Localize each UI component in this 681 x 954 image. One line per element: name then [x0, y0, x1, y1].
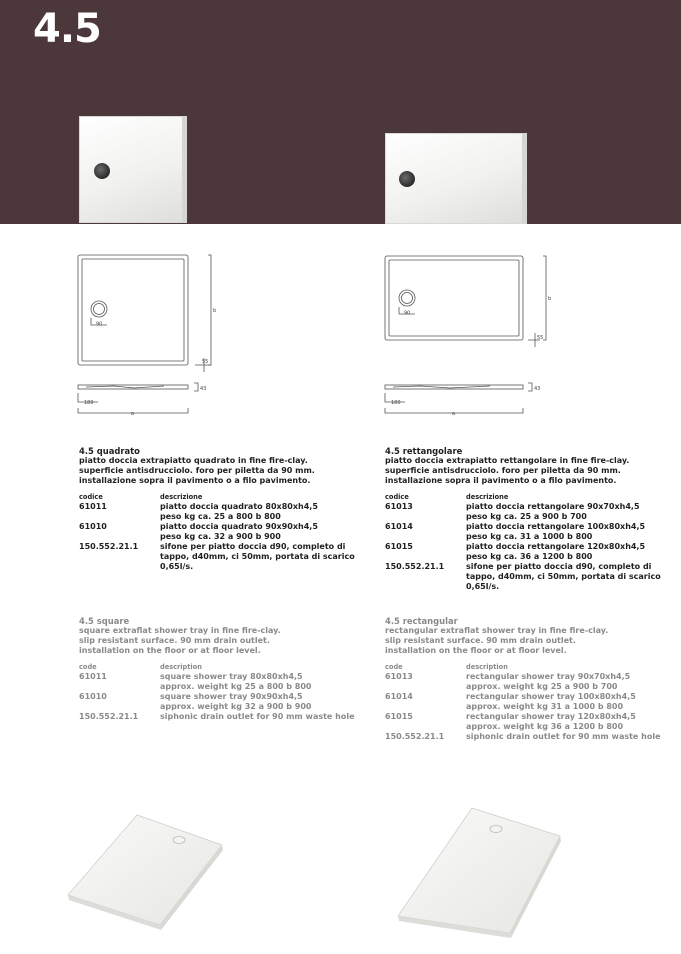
- description-line: installation on the floor or at floor level.: [79, 646, 261, 655]
- row-code: 150.552.21.1: [79, 712, 139, 721]
- row-desc: rectangular shower tray 100x80xh4,5: [466, 692, 636, 701]
- table-header: [385, 662, 675, 672]
- row-desc: piatto doccia quadrato 80x80xh4,5: [160, 502, 318, 511]
- col-desc-header: descrizione: [160, 493, 203, 501]
- table-row: [385, 562, 675, 592]
- table-header: [385, 492, 675, 502]
- col-desc-header: descrizione: [466, 493, 509, 501]
- drain-icon: [490, 826, 502, 833]
- row-code: 150.552.21.1: [385, 732, 445, 741]
- row-desc: rectangular shower tray 120x80xh4,5: [466, 712, 636, 721]
- drain-label: 90: [404, 310, 411, 317]
- section-title: 4.5 rettangolare: [385, 446, 463, 456]
- row-code: 61014: [385, 692, 413, 701]
- description-line: rectangular extraflat shower tray in fine fire-clay.: [385, 626, 609, 635]
- drain-hole-icon: [94, 163, 110, 179]
- italian-rect-spec: [385, 446, 675, 592]
- english-rect-spec: [385, 616, 675, 742]
- col-code-header: code: [385, 663, 403, 671]
- row-desc: approx. weight kg 25 a 900 b 700: [466, 682, 618, 691]
- dim-43-label: 43: [534, 386, 541, 392]
- row-desc: approx. weight kg 31 a 1000 b 800: [466, 702, 624, 711]
- row-desc: siphonic drain outlet for 90 mm waste hole: [160, 712, 355, 721]
- dim-a-label: a: [131, 411, 135, 417]
- row-desc: piatto doccia quadrato 90x90xh4,5: [160, 522, 318, 531]
- row-desc: peso kg ca. 25 a 800 b 800: [160, 512, 281, 521]
- row-code: 61013: [385, 672, 413, 681]
- row-desc: piatto doccia rettangolare 120x80xh4,5: [466, 542, 646, 551]
- table-row: [79, 522, 364, 542]
- rect-tray-iso-photo: [395, 798, 575, 940]
- col-code-header: code: [79, 663, 97, 671]
- drain-hole-icon: [399, 171, 415, 187]
- col-code-header: codice: [79, 493, 103, 501]
- description-line: superficie antisdrucciolo. foro per piletta da 90 mm.: [79, 466, 315, 475]
- description-line: superficie antisdrucciolo. foro per piletta da 90 mm.: [385, 466, 621, 475]
- square-tray-photo: [79, 116, 187, 223]
- table-header: [79, 662, 364, 672]
- row-desc: peso kg ca. 32 a 900 b 900: [160, 532, 281, 541]
- row-desc: piatto doccia rettangolare 90x70xh4,5: [466, 502, 640, 511]
- table-row: [385, 692, 675, 712]
- row-desc: piatto doccia rettangolare 100x80xh4,5: [466, 522, 646, 531]
- description-line: installazione sopra il pavimento o a filo pavimento.: [385, 476, 617, 485]
- row-desc: approx. weight kg 32 a 900 b 900: [160, 702, 312, 711]
- row-desc: square shower tray 90x90xh4,5: [160, 692, 303, 701]
- row-code: 61011: [79, 672, 107, 681]
- rect-tray-drawing: [380, 250, 560, 420]
- description-line: piatto doccia extrapiatto quadrato in fine fire-clay.: [79, 456, 308, 465]
- row-desc: sifone per piatto doccia d90, completo di: [466, 562, 652, 571]
- dim-55-label: 55: [537, 335, 544, 341]
- row-code: 61010: [79, 692, 107, 701]
- row-code: 150.552.21.1: [385, 562, 445, 571]
- tray-edge: [522, 133, 527, 224]
- row-desc: peso kg ca. 36 a 1200 b 800: [466, 552, 593, 561]
- row-desc: peso kg ca. 31 a 1000 b 800: [466, 532, 593, 541]
- dim-55-label: 55: [202, 359, 209, 365]
- row-code: 61011: [79, 502, 107, 511]
- col-desc-header: description: [160, 663, 202, 671]
- description-line: piatto doccia extrapiatto rettangolare in fine fire-clay.: [385, 456, 630, 465]
- italian-square-spec: [79, 446, 364, 572]
- row-desc: siphonic drain outlet for 90 mm waste hole: [466, 732, 661, 741]
- table-row: [79, 542, 364, 572]
- header-banner: [0, 0, 681, 224]
- row-desc: square shower tray 80x80xh4,5: [160, 672, 303, 681]
- row-desc: tappo, d40mm, ci 50mm, portata di scarico: [160, 552, 355, 561]
- row-code: 61010: [79, 522, 107, 531]
- row-desc: 0,65l/s.: [466, 582, 500, 591]
- row-code: 61014: [385, 522, 413, 531]
- table-row: [385, 502, 675, 522]
- dim-a-label: a: [452, 411, 456, 417]
- row-desc: 0,65l/s.: [160, 562, 194, 571]
- rect-tray-photo: [385, 133, 527, 224]
- table-row: [385, 712, 675, 732]
- square-tray-iso-photo: [65, 800, 235, 930]
- table-row: [385, 732, 675, 742]
- drain-label: 90: [96, 321, 103, 328]
- section-title: 4.5 square: [79, 616, 130, 626]
- dim-180-label: 180: [391, 400, 401, 406]
- table-row: [79, 712, 364, 722]
- row-code: 61015: [385, 712, 413, 721]
- row-desc: sifone per piatto doccia d90, completo di: [160, 542, 346, 551]
- table-row: [79, 672, 364, 692]
- description-line: installation on the floor or at floor level.: [385, 646, 567, 655]
- row-code: 61015: [385, 542, 413, 551]
- row-desc: approx. weight kg 25 a 800 b 800: [160, 682, 312, 691]
- description-line: slip resistant surface. 90 mm drain outlet.: [79, 636, 270, 645]
- dim-b-label: b: [213, 308, 217, 314]
- row-desc: tappo, d40mm, ci 50mm, portata di scarico: [466, 572, 661, 581]
- dim-180-label: 180: [84, 400, 94, 406]
- square-tray-drawing: [74, 250, 224, 420]
- table-row: [79, 502, 364, 522]
- row-desc: approx. weight kg 36 a 1200 b 800: [466, 722, 624, 731]
- section-title: 4.5 rectangular: [385, 616, 458, 626]
- table-row: [385, 672, 675, 692]
- row-code: 150.552.21.1: [79, 542, 139, 551]
- dim-43-label: 43: [200, 386, 207, 392]
- description-line: slip resistant surface. 90 mm drain outlet.: [385, 636, 576, 645]
- english-square-spec: [79, 616, 364, 722]
- page-number: 4.5: [33, 6, 101, 52]
- table-row: [385, 542, 675, 562]
- table-header: [79, 492, 364, 502]
- dim-b-label: b: [548, 296, 552, 302]
- row-desc: peso kg ca. 25 a 900 b 700: [466, 512, 587, 521]
- col-code-header: codice: [385, 493, 409, 501]
- row-code: 61013: [385, 502, 413, 511]
- description-line: square extraflat shower tray in fine fire-clay.: [79, 626, 281, 635]
- table-row: [385, 522, 675, 542]
- section-title: 4.5 quadrato: [79, 446, 140, 456]
- table-row: [79, 692, 364, 712]
- row-desc: rectangular shower tray 90x70xh4,5: [466, 672, 631, 681]
- tray-edge: [182, 116, 187, 223]
- col-desc-header: description: [466, 663, 508, 671]
- drain-icon: [173, 837, 185, 844]
- description-line: installazione sopra il pavimento o a filo pavimento.: [79, 476, 311, 485]
